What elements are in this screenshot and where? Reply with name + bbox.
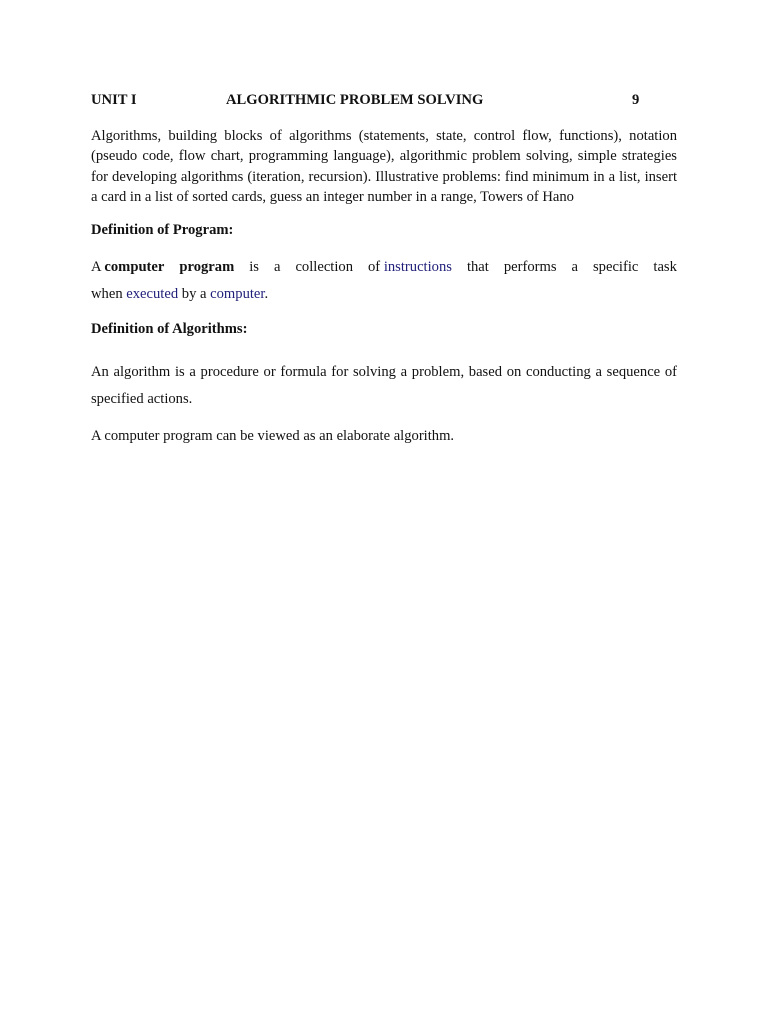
- word: program: [179, 259, 235, 275]
- word: A computer: [91, 259, 165, 275]
- word: that: [466, 259, 489, 275]
- algorithm-definition-paragraph: An algorithm is a procedure or formula for solving a problem, based on conducting a sequence of specified actions.: [91, 364, 677, 407]
- word: task: [653, 259, 677, 275]
- instructions-link[interactable]: instructions: [383, 259, 452, 275]
- algorithm-note: A computer program can be viewed as an elaborate algorithm.: [91, 428, 455, 444]
- word: a: [571, 259, 578, 275]
- word: collection: [295, 259, 353, 275]
- word: specific: [593, 259, 639, 275]
- unit-label: UNIT I: [91, 92, 137, 108]
- program-definition-paragraph: [91, 254, 677, 308]
- program-definition-line-1: [91, 254, 677, 281]
- unit-title: ALGORITHMIC PROBLEM SOLVING: [226, 92, 484, 108]
- program-definition-line-2: when executed by a computer.: [91, 286, 269, 302]
- computer-link[interactable]: computer: [210, 286, 265, 302]
- program-definition-heading: Definition of Program:: [91, 222, 234, 238]
- syllabus-paragraph: Algorithms, building blocks of algorithms (statements, state, control flow, functions), notation (pseudo code, flow chart, programming language), algorithmic problem solving, simple strategies for developing algorithms (iteration, recursion). Illustrative problems: find minimum in a list, insert a card in a list of sorted cards, guess an integer number in a range, Towers of Hano: [91, 128, 677, 205]
- word: is: [249, 259, 259, 275]
- word: of instructions: [368, 259, 452, 275]
- page-header: [91, 92, 651, 112]
- word: a: [273, 259, 281, 275]
- word: performs: [503, 259, 557, 275]
- page-number: 9: [632, 92, 640, 108]
- executed-link[interactable]: executed: [126, 286, 179, 302]
- algorithm-definition-heading: Definition of Algorithms:: [91, 321, 248, 337]
